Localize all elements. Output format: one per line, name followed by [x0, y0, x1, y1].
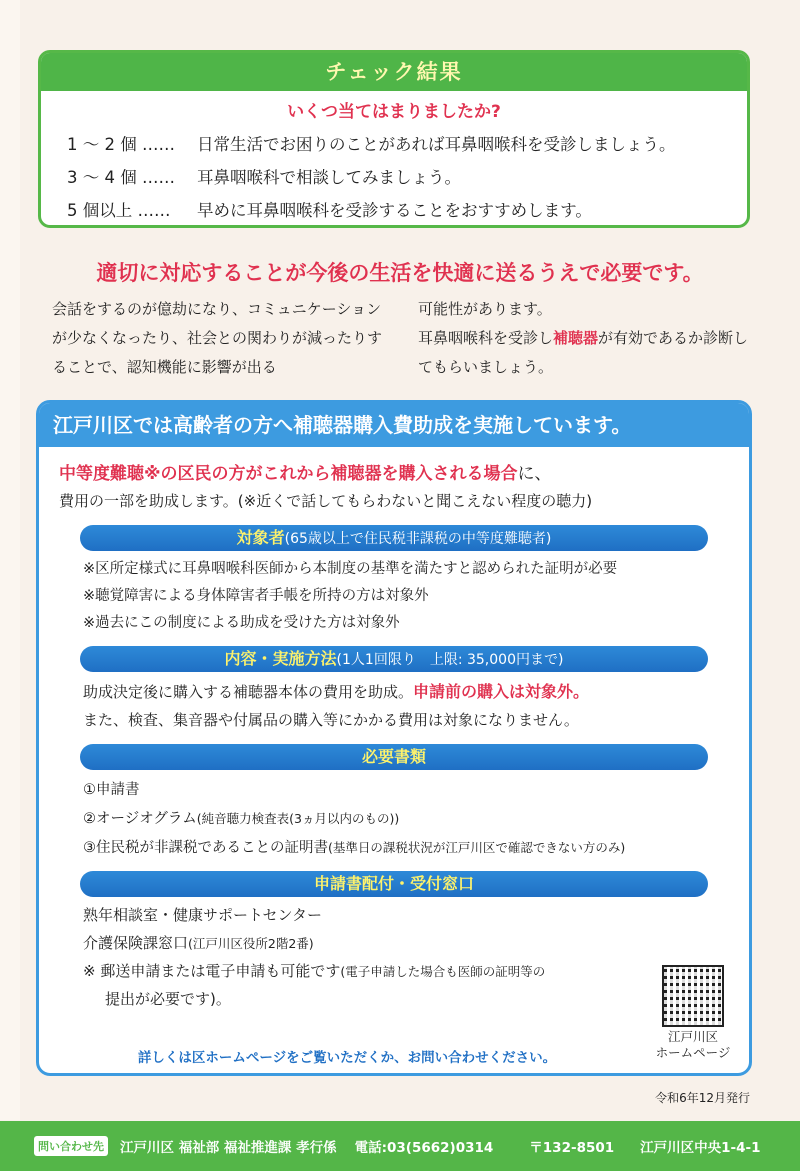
- check-advice: 早めに耳鼻咽喉科を受診することをおすすめします。: [197, 201, 592, 220]
- contact-phone: 電話:03(5662)0314: [354, 1140, 494, 1156]
- check-result-question: いくつ当てはまりましたか?: [287, 102, 501, 122]
- window-line: 提出が必要です)。: [105, 990, 231, 1008]
- qr-code-icon[interactable]: [662, 965, 724, 1027]
- check-row: [67, 164, 747, 188]
- content-note: (1人1回限り 上限: 35,000円まで): [336, 652, 564, 668]
- subsidy-lead-tail: に、: [517, 464, 552, 484]
- docs-label: 必要書類: [361, 747, 426, 766]
- content-label: 内容・実施方法: [224, 649, 337, 668]
- contact-postal: 〒132-8501: [529, 1140, 615, 1156]
- window-line3-note: (電子申請した場合も医師の証明等の: [340, 964, 546, 979]
- contact-address: 江戸川区中央1-4-1: [640, 1140, 761, 1156]
- check-advice: 耳鼻咽喉科で相談してみましょう。: [197, 168, 461, 187]
- target-item: ※過去にこの制度による助成を受けた方は対象外: [83, 615, 400, 631]
- doc-item-note: (純音聴力検査表(3ヵ月以内のもの)): [196, 811, 400, 826]
- doc-item-main: ①申請書: [83, 782, 140, 798]
- check-result-box: [38, 50, 750, 228]
- check-advice: 日常生活でお困りのことがあれば耳鼻咽喉科を受診しましょう。: [197, 135, 676, 154]
- check-row: [67, 131, 747, 155]
- check-row: [67, 197, 747, 221]
- subsidy-box: [36, 400, 752, 1076]
- content-section-header: [80, 646, 708, 672]
- intro-right-line1: 可能性があります。: [418, 300, 552, 318]
- window-line2-note: (江戸川区役所2階2番): [188, 936, 314, 951]
- content-line: [83, 679, 749, 702]
- doc-item: [83, 836, 749, 857]
- target-note: (65歳以上で住民税非課税の中等度難聴者): [284, 531, 552, 547]
- window-label: 申請書配付・受付窓口: [313, 874, 474, 893]
- window-section-header: [80, 871, 708, 897]
- qr-label: [645, 1029, 741, 1061]
- subsidy-lead-highlight: 中等度難聴※の区民の方がこれから補聴器を購入される場合: [59, 464, 518, 484]
- qr-label-line2: ホームページ: [655, 1045, 731, 1060]
- window-line: [83, 932, 749, 953]
- doc-item: [83, 778, 749, 799]
- main-headline: 適切に対応することが今後の生活を快適に送るうえで必要です。: [96, 261, 704, 285]
- intro-right-post: が有効であるか診断してもらいましょう。: [418, 329, 749, 376]
- check-range: 5 個以上 ……: [67, 201, 171, 220]
- content-line1-warning: 申請前の購入は対象外。: [413, 682, 590, 701]
- window-line3-main: ※ 郵送申請または電子申請も可能です: [83, 962, 341, 980]
- content-line1-pre: 助成決定後に購入する補聴器本体の費用を助成。: [83, 683, 414, 701]
- issue-date: 令和6年12月発行: [655, 1091, 750, 1105]
- intro-right-pre: 耳鼻咽喉科を受診し: [418, 329, 554, 347]
- doc-item-main: ②オージオグラム: [83, 811, 197, 827]
- docs-section-header: [80, 744, 708, 770]
- subsidy-lead-2: 費用の一部を助成します。(※近くで話してもらわないと聞こえない程度の聴力): [59, 492, 593, 510]
- contact-tag: 問い合わせ先: [34, 1136, 108, 1156]
- hearing-aid-highlight: 補聴器: [553, 329, 599, 347]
- doc-item: [83, 807, 749, 828]
- subsidy-title: 江戸川区では高齢者の方へ補聴器購入費助成を実施しています。: [39, 403, 749, 447]
- window-line2-main: 介護保険課窓口: [83, 934, 189, 952]
- contact-dept: 江戸川区 福祉部 福祉推進課 孝行係: [120, 1140, 337, 1156]
- homepage-note: 詳しくは区ホームページをご覧いただくか、お問い合わせください。: [137, 1050, 557, 1066]
- window-line: [83, 960, 749, 981]
- target-section-header: [80, 525, 708, 551]
- target-item: ※区所定様式に耳鼻咽喉科医師から本制度の基準を満たすと認められた証明が必要: [83, 561, 618, 577]
- window-line: 熟年相談室・健康サポートセンター: [83, 906, 322, 924]
- content-line: また、検査、集音器や付属品の購入等にかかる費用は対象になりません。: [83, 711, 579, 729]
- check-range: 3 〜 4 個 ……: [67, 168, 175, 187]
- contact-bar: [0, 1121, 800, 1171]
- subsidy-lead: [59, 459, 749, 484]
- check-result-title: チェック結果: [41, 53, 747, 91]
- check-range: 1 〜 2 個 ……: [67, 135, 175, 154]
- target-label: 対象者: [236, 528, 285, 547]
- doc-item-note: (基準日の課税状況が江戸川区で確認できない方のみ): [328, 840, 626, 855]
- intro-text-right: [418, 295, 763, 382]
- target-item: ※聴覚障害による身体障害者手帳を所持の方は対象外: [83, 588, 429, 604]
- qr-label-line1: 江戸川区: [667, 1029, 718, 1044]
- intro-text-left: 会話をするのが億劫になり、コミュニケーションが少なくなったり、社会との関わりが減ったりすることで、認知機能に影響が出る: [52, 300, 383, 376]
- intro-right-line2: [418, 324, 763, 382]
- page-margin: [0, 0, 20, 1120]
- doc-item-main: ③住民税が非課税であることの証明書: [83, 840, 328, 856]
